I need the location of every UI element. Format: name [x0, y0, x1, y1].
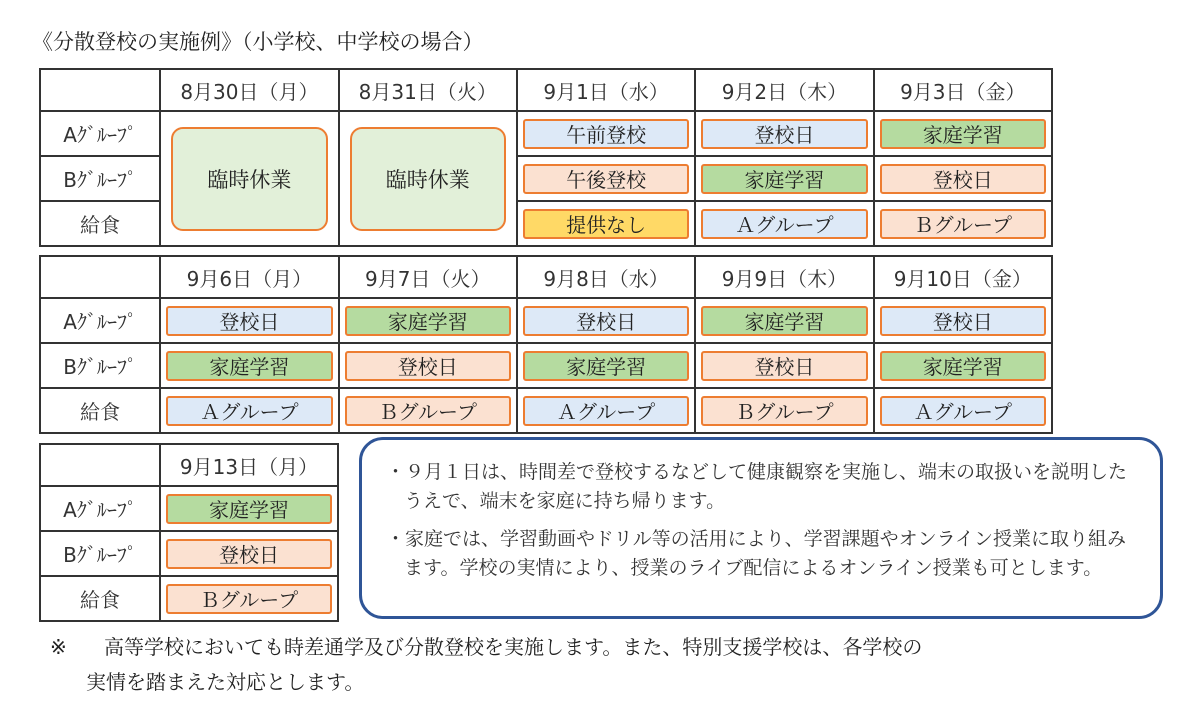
- schedule-cell: [339, 343, 517, 388]
- schedule-cell: [874, 111, 1052, 156]
- schedule-cell: [874, 156, 1052, 201]
- row-label-group-b: Bｸﾞﾙｰﾌﾟ: [40, 156, 160, 201]
- status-box: Ｂグループ: [880, 209, 1046, 239]
- row-label-group-a: Aｸﾞﾙｰﾌﾟ: [40, 298, 160, 343]
- date-header: 9月2日（木）: [695, 69, 873, 111]
- schedule-cell: [339, 388, 517, 433]
- status-box: 午前登校: [523, 119, 689, 149]
- closure-box: 臨時休業: [350, 127, 506, 231]
- group-a-row: [40, 298, 1052, 343]
- schedule-cell: [160, 576, 338, 621]
- footnote-line: [50, 630, 1160, 665]
- schedule-cell: [517, 343, 695, 388]
- schedule-cell: [695, 388, 873, 433]
- status-box: 家庭学習: [880, 351, 1046, 381]
- row-label-lunch: 給食: [40, 576, 160, 621]
- status-box: 登校日: [701, 119, 867, 149]
- schedule-cell: [874, 343, 1052, 388]
- status-box: 登校日: [345, 351, 511, 381]
- row-label-group-a: Aｸﾞﾙｰﾌﾟ: [40, 486, 160, 531]
- lunch-row: [40, 388, 1052, 433]
- status-box: 登校日: [166, 306, 332, 336]
- note-bullet: ・家庭では、学習動画やドリル等の活用により、学習課題やオンライン授業に取り組みます。学校の実情により、授業のライブ配信によるオンライン授業も可とします。: [386, 528, 1127, 579]
- date-header: 9月7日（火）: [339, 256, 517, 298]
- header-row: [40, 256, 1052, 298]
- schedule-table-week1: [39, 68, 1053, 247]
- group-b-row: [40, 343, 1052, 388]
- schedule-cell: [160, 486, 338, 531]
- schedule-cell: [517, 201, 695, 246]
- status-box: 登校日: [880, 306, 1046, 336]
- status-box: 家庭学習: [701, 164, 867, 194]
- row-label-group-b: Bｸﾞﾙｰﾌﾟ: [40, 531, 160, 576]
- status-box: Ｂグループ: [701, 396, 867, 426]
- closure-cell: [339, 111, 517, 246]
- schedule-cell: [695, 156, 873, 201]
- schedule-table-week3: [39, 443, 339, 622]
- row-label-group-b: Bｸﾞﾙｰﾌﾟ: [40, 343, 160, 388]
- schedule-cell: [160, 298, 338, 343]
- status-box: 家庭学習: [523, 351, 689, 381]
- status-box: Ａグループ: [523, 396, 689, 426]
- date-header: 9月10日（金）: [874, 256, 1052, 298]
- status-box: 家庭学習: [166, 351, 332, 381]
- closure-cell: [160, 111, 338, 246]
- status-box: 家庭学習: [880, 119, 1046, 149]
- corner-cell: [40, 69, 160, 111]
- status-box: 家庭学習: [345, 306, 511, 336]
- date-header: 8月31日（火）: [339, 69, 517, 111]
- note-bullet: ・９月１日は、時間差で登校するなどして健康観察を実施し、端末の取扱いを説明したうえで、端末を家庭に持ち帰ります。: [386, 461, 1128, 512]
- date-header: 9月9日（木）: [695, 256, 873, 298]
- date-header: 9月8日（水）: [517, 256, 695, 298]
- schedule-cell: [160, 343, 338, 388]
- status-box: Ｂグループ: [345, 396, 511, 426]
- note-box: [359, 437, 1163, 619]
- schedule-cell: [517, 388, 695, 433]
- group-b-row: [40, 531, 338, 576]
- schedule-cell: [695, 201, 873, 246]
- row-label-lunch: 給食: [40, 388, 160, 433]
- status-box: 登校日: [880, 164, 1046, 194]
- status-box: 登校日: [166, 539, 332, 569]
- schedule-cell: [517, 298, 695, 343]
- schedule-cell: [695, 343, 873, 388]
- status-box: 登校日: [523, 306, 689, 336]
- group-a-row: [40, 486, 338, 531]
- footnote-line: 実情を踏まえた対応とします。: [86, 670, 365, 694]
- schedule-cell: [160, 531, 338, 576]
- status-box: 家庭学習: [166, 494, 332, 524]
- date-header: 9月1日（水）: [517, 69, 695, 111]
- schedule-cell: [695, 298, 873, 343]
- header-row: [40, 69, 1052, 111]
- footnote: [50, 630, 1160, 700]
- group-a-row: [40, 111, 1052, 156]
- schedule-cell: [160, 388, 338, 433]
- status-box: 提供なし: [523, 209, 689, 239]
- status-box: 登校日: [701, 351, 867, 381]
- date-header: 8月30日（月）: [160, 69, 338, 111]
- schedule-cell: [695, 111, 873, 156]
- schedule-table-week2: [39, 255, 1053, 434]
- row-label-group-a: Aｸﾞﾙｰﾌﾟ: [40, 111, 160, 156]
- status-box: Ａグループ: [701, 209, 867, 239]
- corner-cell: [40, 444, 160, 486]
- schedule-cell: [517, 156, 695, 201]
- reference-mark: ※: [50, 635, 67, 659]
- page-title: 《分散登校の実施例》（小学校、中学校の場合）: [32, 30, 484, 54]
- date-header: 9月3日（金）: [874, 69, 1052, 111]
- header-row: [40, 444, 338, 486]
- row-label-lunch: 給食: [40, 201, 160, 246]
- schedule-cell: [874, 201, 1052, 246]
- date-header: 9月6日（月）: [160, 256, 338, 298]
- schedule-cell: [339, 298, 517, 343]
- status-box: Ａグループ: [166, 396, 332, 426]
- footnote-text: 高等学校においても時差通学及び分散登校を実施します。また、特別支援学校は、各学校の: [104, 635, 923, 659]
- schedule-cell: [874, 388, 1052, 433]
- schedule-cell: [517, 111, 695, 156]
- status-box: Ａグループ: [880, 396, 1046, 426]
- status-box: Ｂグループ: [166, 584, 332, 614]
- closure-box: 臨時休業: [171, 127, 327, 231]
- schedule-cell: [874, 298, 1052, 343]
- lunch-row: [40, 576, 338, 621]
- corner-cell: [40, 256, 160, 298]
- status-box: 家庭学習: [701, 306, 867, 336]
- status-box: 午後登校: [523, 164, 689, 194]
- date-header: 9月13日（月）: [160, 444, 338, 486]
